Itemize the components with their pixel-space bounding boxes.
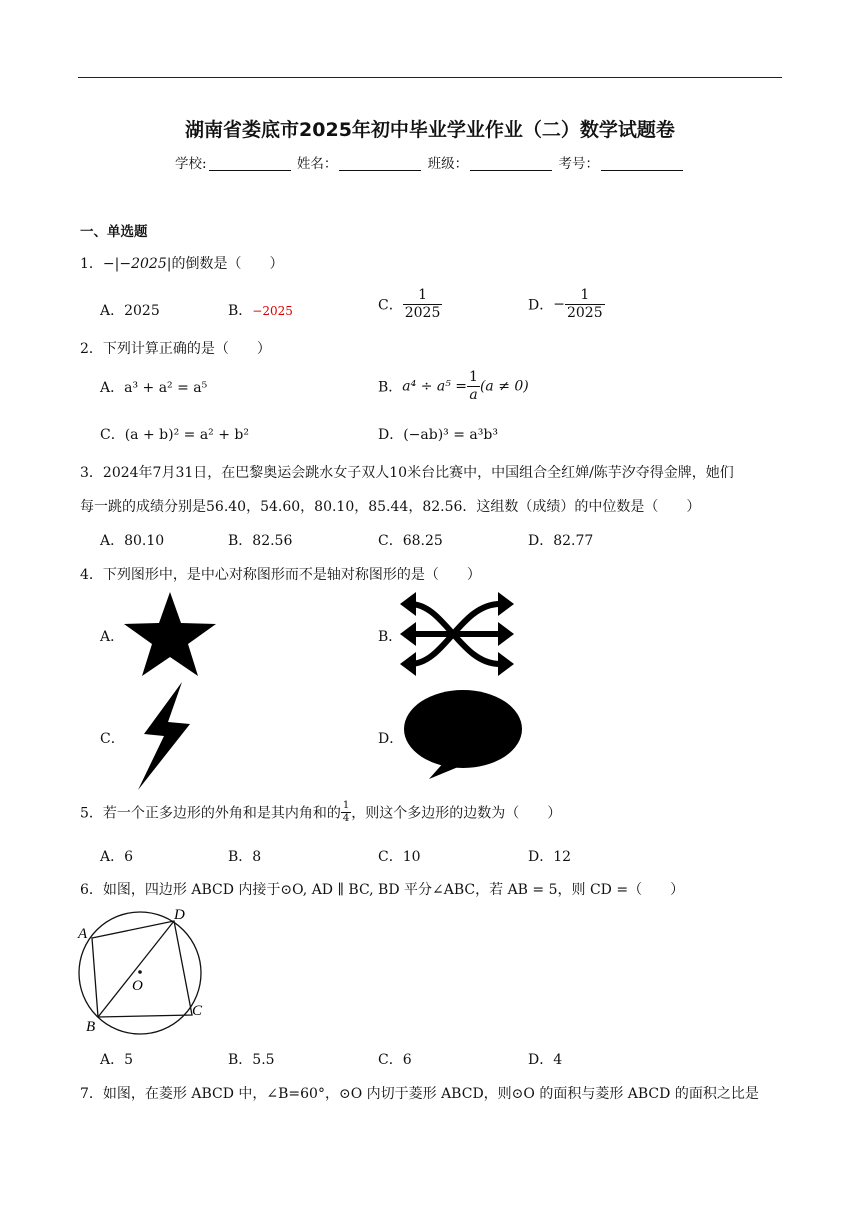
q4-stem: 4．下列图形中，是中心对称图形而不是轴对称图形的是（ ） — [80, 567, 481, 583]
q1-d-sign: − — [553, 296, 565, 313]
label-o: O — [132, 978, 143, 994]
q1-option-a[interactable]: A．2025 — [100, 303, 160, 319]
q1-d-num: 1 — [565, 287, 605, 305]
q1-option-d[interactable] — [528, 287, 605, 322]
question-5 — [80, 800, 561, 825]
page-title: 湖南省娄底市2025年初中毕业学业作业（二）数学试题卷 — [185, 119, 675, 141]
q2-option-c[interactable]: C．(a + b)² = a² + b² — [100, 427, 249, 443]
q2-b-num: 1 — [469, 369, 478, 385]
q3-option-b[interactable]: B．82.56 — [228, 533, 293, 549]
q2-option-d[interactable]: D．(−ab)³ = a³b³ — [378, 427, 498, 443]
q1-c-num: 1 — [403, 287, 443, 305]
q2-number: 2． — [80, 341, 103, 357]
q1-c-den: 2025 — [404, 304, 441, 321]
q2-option-a[interactable]: A．a³ + a² = a⁵ — [100, 380, 208, 396]
student-info — [0, 152, 860, 172]
q3-line-1: 3．2024年7月31日，在巴黎奥运会跳水女子双人10米台比赛中，中国组合全红婵/陈芋汐夺得金牌，她们 — [80, 465, 734, 481]
q2-option-b[interactable] — [378, 369, 529, 404]
q2-b-label: B． — [378, 379, 403, 396]
crossing-arrows-figure — [400, 588, 514, 680]
school-blank[interactable] — [209, 156, 291, 171]
q5-den: 4 — [342, 813, 350, 824]
q5-option-d[interactable]: D．12 — [528, 849, 572, 865]
label-b: B — [86, 1019, 96, 1035]
q1-stem: 的倒数是（ ） — [171, 256, 284, 272]
q4-option-d[interactable]: D． — [378, 731, 404, 747]
q4-option-b[interactable]: B． — [378, 629, 403, 645]
q6-option-b[interactable]: B．5.5 — [228, 1052, 275, 1068]
q7-stem: 7．如图，在菱形 ABCD 中，∠B=60°，⊙O 内切于菱形 ABCD，则⊙O 的面积与菱形 ABCD 的面积之比是 — [80, 1086, 759, 1102]
q1-option-c[interactable] — [378, 287, 442, 322]
q5-option-c[interactable]: C．10 — [378, 849, 421, 865]
label-d: D — [174, 907, 185, 923]
q6-option-a[interactable]: A．5 — [100, 1052, 134, 1068]
star-figure — [124, 592, 216, 676]
q2-b-cond: (a ≠ 0) — [479, 378, 529, 395]
q2-b-den: a — [469, 386, 478, 403]
q3-option-c[interactable]: C．68.25 — [378, 533, 443, 549]
q5-option-a[interactable]: A．6 — [100, 849, 134, 865]
q1-b-value: −2025 — [252, 304, 293, 318]
q3-option-a[interactable]: A．80.10 — [100, 533, 165, 549]
q6-option-d[interactable]: D．4 — [528, 1052, 563, 1068]
q5-stem-pre: 5．若一个正多边形的外角和是其内角和的 — [80, 805, 341, 822]
label-a: A — [78, 926, 88, 942]
q4-option-a[interactable]: A． — [100, 629, 125, 645]
q1-d-den: 2025 — [566, 304, 603, 321]
q2-b-expr: a⁴ ÷ a⁵ = — [402, 378, 468, 395]
school-label: 学校: — [175, 156, 207, 172]
section-heading: 一、单选题 — [80, 224, 148, 240]
q1-c-label: C． — [378, 297, 403, 314]
name-label: 姓名： — [296, 156, 338, 172]
question-2 — [80, 338, 271, 358]
q3-option-d[interactable]: D．82.77 — [528, 533, 594, 549]
q5-option-b[interactable]: B．8 — [228, 849, 262, 865]
q1-b-label: B． — [228, 303, 253, 319]
q5-num: 1 — [342, 800, 350, 811]
exam-no-blank[interactable] — [601, 156, 683, 171]
q1-expression: −|−2025| — [102, 256, 172, 272]
q4-option-c[interactable]: C． — [100, 731, 125, 747]
header-rule — [78, 77, 782, 78]
q6-option-c[interactable]: C．6 — [378, 1052, 412, 1068]
name-blank[interactable] — [339, 156, 421, 171]
q1-number: 1． — [80, 256, 103, 272]
speech-bubble-figure — [403, 689, 523, 781]
q5-stem-post: ，则这个多边形的边数为（ ） — [351, 805, 562, 822]
exam-no-label: 考号： — [558, 156, 599, 172]
class-blank[interactable] — [470, 156, 552, 171]
q3-line-2: 每一跳的成绩分别是56.40，54.60，80.10，85.44，82.56．这组数（成绩）的中位数是（ ） — [80, 499, 701, 515]
q1-d-label: D． — [528, 297, 554, 314]
q1-option-b[interactable] — [228, 300, 293, 320]
q6-circle-diagram — [76, 905, 216, 1035]
question-1 — [80, 253, 283, 273]
q2-stem: 下列计算正确的是（ ） — [102, 341, 271, 357]
class-label: 班级： — [427, 156, 469, 172]
q6-stem: 6．如图，四边形 ABCD 内接于⊙O, AD ∥ BC, BD 平分∠ABC，若 AB = 5，则 CD =（ ） — [80, 882, 685, 898]
label-c: C — [192, 1003, 203, 1019]
lightning-figure — [124, 682, 192, 790]
